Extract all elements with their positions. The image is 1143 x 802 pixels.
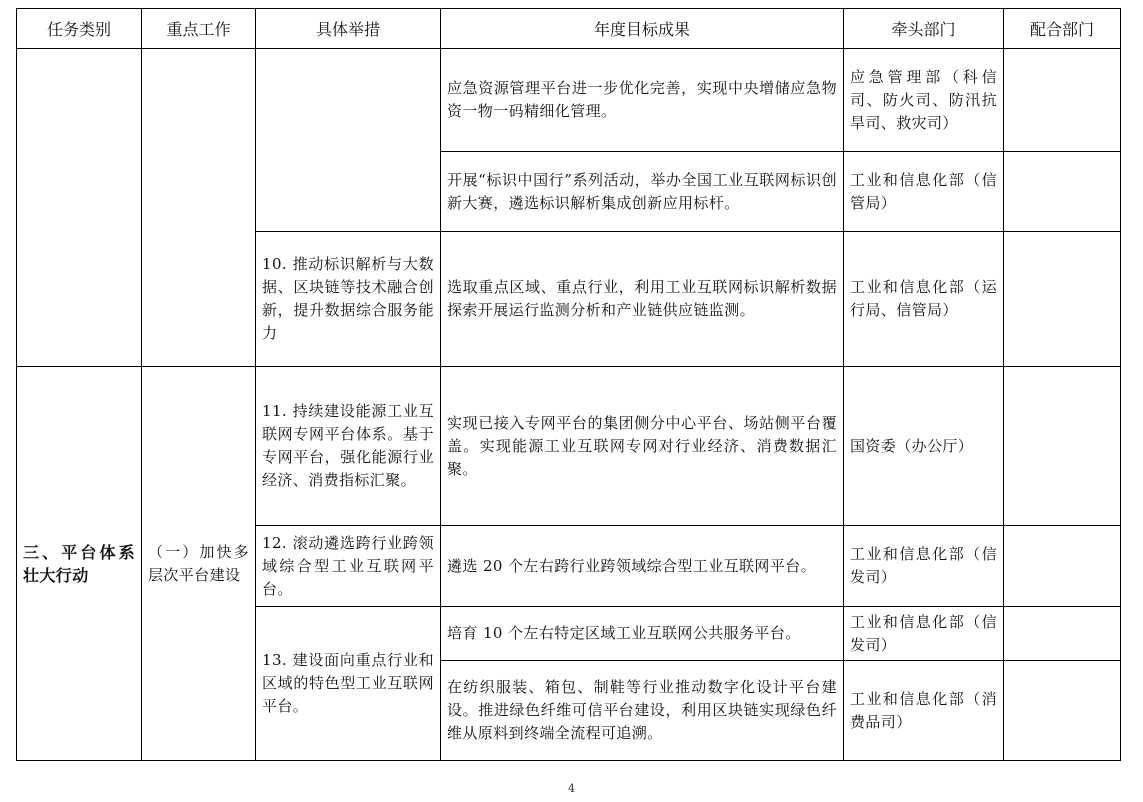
coop-department-cell [1004, 232, 1121, 367]
header-lead-department: 牵头部门 [844, 9, 1004, 49]
header-cooperating-department: 配合部门 [1004, 9, 1121, 49]
lead-department-cell: 工业和信息化部（信发司） [844, 526, 1004, 607]
lead-department-cell: 工业和信息化部（消费品司） [844, 661, 1004, 761]
header-task-category: 任务类别 [17, 9, 142, 49]
work-cell-empty [142, 49, 256, 367]
table-header-row [17, 9, 1121, 49]
category-cell-empty [17, 49, 142, 367]
lead-department-cell: 工业和信息化部（信管局） [844, 152, 1004, 232]
lead-department-cell: 应急管理部（科信司、防火司、防汛抗旱司、救灾司） [844, 49, 1004, 152]
goal-cell: 培育 10 个左右特定区域工业互联网公共服务平台。 [441, 607, 844, 661]
coop-department-cell [1004, 49, 1121, 152]
coop-department-cell [1004, 152, 1121, 232]
table-row [17, 367, 1121, 526]
goal-cell: 选取重点区域、重点行业，利用工业互联网标识解析数据探索开展运行监测分析和产业链供应链监测。 [441, 232, 844, 367]
goal-cell: 开展“标识中国行”系列活动，举办全国工业互联网标识创新大赛，遴选标识解析集成创新应用标杆。 [441, 152, 844, 232]
measure-cell: 11. 持续建设能源工业互联网专网平台体系。基于专网平台，强化能源行业经济、消费指标汇聚。 [256, 367, 441, 526]
table-row [17, 49, 1121, 152]
goal-cell: 实现已接入专网平台的集团侧分中心平台、场站侧平台覆盖。实现能源工业互联网专网对行业经济、消费数据汇聚。 [441, 367, 844, 526]
lead-department-cell: 工业和信息化部（运行局、信管局） [844, 232, 1004, 367]
measure-cell-empty [256, 49, 441, 232]
task-category-cell: 三、平台体系壮大行动 [17, 367, 142, 761]
header-key-work: 重点工作 [142, 9, 256, 49]
lead-department-cell: 国资委（办公厅） [844, 367, 1004, 526]
goal-cell: 遴选 20 个左右跨行业跨领域综合型工业互联网平台。 [441, 526, 844, 607]
header-specific-measures: 具体举措 [256, 9, 441, 49]
coop-department-cell [1004, 526, 1121, 607]
goal-cell: 在纺织服装、箱包、制鞋等行业推动数字化设计平台建设。推进绿色纤维可信平台建设，利用区块链实现绿色纤维从原料到终端全流程可追溯。 [441, 661, 844, 761]
measure-cell: 10. 推动标识解析与大数据、区块链等技术融合创新，提升数据综合服务能力 [256, 232, 441, 367]
header-annual-goals: 年度目标成果 [441, 9, 844, 49]
key-work-cell: （一）加快多层次平台建设 [142, 367, 256, 761]
lead-department-cell: 工业和信息化部（信发司） [844, 607, 1004, 661]
coop-department-cell [1004, 607, 1121, 661]
measure-cell: 13. 建设面向重点行业和区域的特色型工业互联网平台。 [256, 607, 441, 761]
coop-department-cell [1004, 661, 1121, 761]
page-number: 4 [568, 782, 575, 795]
measure-cell: 12. 滚动遴选跨行业跨领域综合型工业互联网平台。 [256, 526, 441, 607]
goal-cell: 应急资源管理平台进一步优化完善，实现中央增储应急物资一物一码精细化管理。 [441, 49, 844, 152]
coop-department-cell [1004, 367, 1121, 526]
work-plan-table [16, 8, 1121, 761]
